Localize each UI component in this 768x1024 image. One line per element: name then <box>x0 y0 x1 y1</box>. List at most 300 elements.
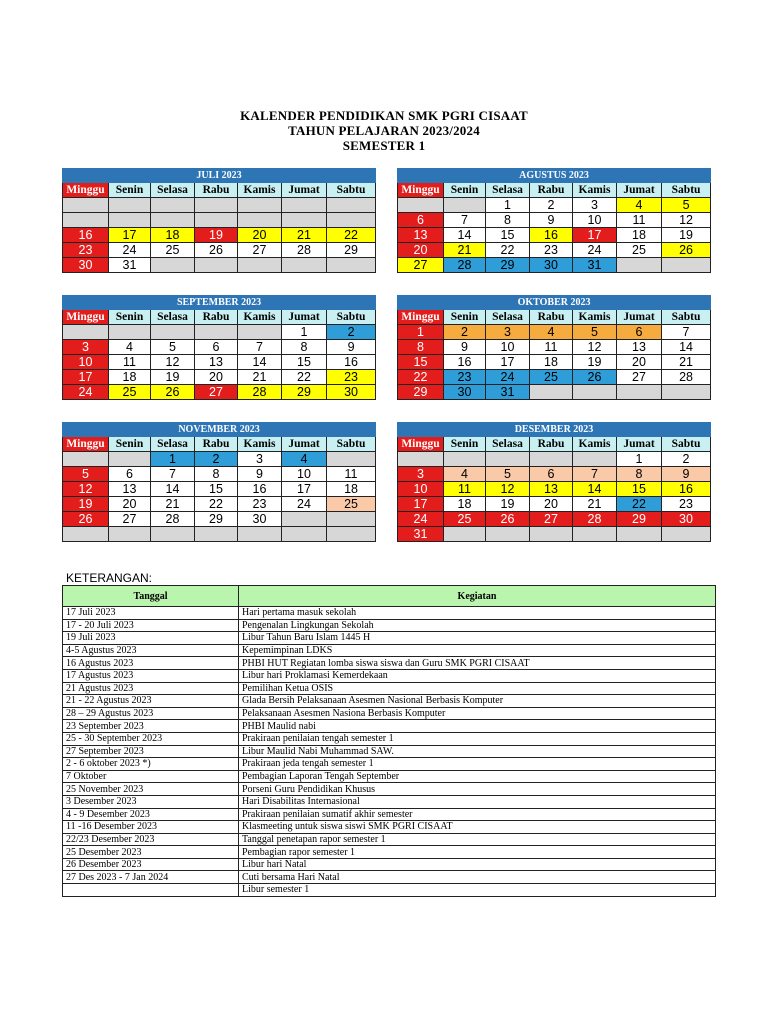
day-cell <box>195 527 238 542</box>
day-cell: 27 <box>195 385 238 400</box>
day-cell: 21 <box>238 370 282 385</box>
day-cell: 11 <box>327 467 376 482</box>
week-row <box>398 243 711 258</box>
month-calendar <box>62 168 376 273</box>
day-cell <box>530 527 573 542</box>
day-cell: 30 <box>63 258 109 273</box>
day-cell <box>238 258 282 273</box>
day-cell: 30 <box>662 512 711 527</box>
day-cell: 20 <box>617 355 662 370</box>
day-cell <box>238 527 282 542</box>
legend-date: 25 Desember 2023 <box>63 846 239 859</box>
legend-row <box>63 707 716 720</box>
day-cell: 31 <box>398 527 444 542</box>
day-cell: 15 <box>282 355 327 370</box>
day-cell <box>327 512 376 527</box>
day-cell <box>109 198 151 213</box>
day-cell: 24 <box>573 243 617 258</box>
legend-activity: Pemilihan Ketua OSIS <box>239 682 716 695</box>
weekday-header: Selasa <box>151 183 195 198</box>
week-row <box>398 482 711 497</box>
day-cell: 1 <box>282 325 327 340</box>
legend-date: 17 Juli 2023 <box>63 607 239 620</box>
week-row <box>398 385 711 400</box>
day-cell <box>151 325 195 340</box>
month-calendar <box>62 422 376 542</box>
day-cell <box>662 385 711 400</box>
day-cell <box>238 198 282 213</box>
day-cell: 23 <box>530 243 573 258</box>
day-cell: 26 <box>151 385 195 400</box>
weekday-header: Senin <box>109 310 151 325</box>
legend-activity: Libur Tahun Baru Islam 1445 H <box>239 632 716 645</box>
day-cell: 14 <box>662 340 711 355</box>
day-cell: 17 <box>109 228 151 243</box>
day-cell: 22 <box>617 497 662 512</box>
legend-table <box>62 585 716 897</box>
day-cell: 31 <box>109 258 151 273</box>
day-cell: 8 <box>282 340 327 355</box>
day-cell: 19 <box>195 228 238 243</box>
day-cell: 18 <box>444 497 486 512</box>
day-cell: 2 <box>662 452 711 467</box>
day-cell: 9 <box>238 467 282 482</box>
day-cell <box>109 527 151 542</box>
day-cell: 18 <box>151 228 195 243</box>
weekday-header: Rabu <box>530 183 573 198</box>
day-cell: 26 <box>486 512 530 527</box>
day-cell: 23 <box>327 370 376 385</box>
day-cell: 29 <box>327 243 376 258</box>
day-cell <box>573 385 617 400</box>
day-cell: 9 <box>327 340 376 355</box>
day-cell: 8 <box>398 340 444 355</box>
legend-activity: Pelaksanaan Asesmen Nasiona Berbasis Komputer <box>239 707 716 720</box>
day-cell: 7 <box>151 467 195 482</box>
day-cell <box>151 258 195 273</box>
day-cell: 5 <box>573 325 617 340</box>
week-row <box>63 325 376 340</box>
week-row <box>63 527 376 542</box>
weekday-header: Kamis <box>238 183 282 198</box>
day-cell: 20 <box>195 370 238 385</box>
day-cell: 24 <box>398 512 444 527</box>
weekday-header: Kamis <box>238 310 282 325</box>
month-title: DESEMBER 2023 <box>398 423 711 437</box>
day-cell: 1 <box>486 198 530 213</box>
legend-header-row <box>63 586 716 607</box>
weekday-header: Jumat <box>617 437 662 452</box>
day-cell: 17 <box>573 228 617 243</box>
legend-row <box>63 682 716 695</box>
weekday-header: Senin <box>444 310 486 325</box>
legend-activity: Pembagian Laporan Tengah September <box>239 770 716 783</box>
weekday-header: Senin <box>109 183 151 198</box>
day-cell: 28 <box>573 512 617 527</box>
day-cell <box>444 452 486 467</box>
day-cell: 13 <box>398 228 444 243</box>
day-cell <box>530 452 573 467</box>
weekday-header: Rabu <box>530 437 573 452</box>
legend-row <box>63 871 716 884</box>
legend-row <box>63 607 716 620</box>
day-cell: 15 <box>617 482 662 497</box>
day-cell: 23 <box>662 497 711 512</box>
day-cell: 21 <box>573 497 617 512</box>
day-cell: 13 <box>109 482 151 497</box>
day-cell <box>617 258 662 273</box>
month-title: NOVEMBER 2023 <box>63 423 376 437</box>
legend-date: 2 - 6 oktober 2023 *) <box>63 758 239 771</box>
weekday-header: Rabu <box>195 183 238 198</box>
day-cell: 14 <box>238 355 282 370</box>
day-cell: 2 <box>195 452 238 467</box>
day-cell <box>195 213 238 228</box>
day-cell: 3 <box>63 340 109 355</box>
legend-date: 4 - 9 Desember 2023 <box>63 808 239 821</box>
day-cell <box>573 452 617 467</box>
week-row <box>63 213 376 228</box>
week-row <box>398 512 711 527</box>
legend-activity: Kepemimpinan LDKS <box>239 644 716 657</box>
week-row <box>398 325 711 340</box>
day-cell: 31 <box>486 385 530 400</box>
weekday-header: Rabu <box>530 310 573 325</box>
legend-date: 22/23 Desember 2023 <box>63 833 239 846</box>
day-cell: 28 <box>151 512 195 527</box>
legend-date: 27 Des 2023 - 7 Jan 2024 <box>63 871 239 884</box>
day-cell <box>151 198 195 213</box>
day-cell: 26 <box>662 243 711 258</box>
day-cell: 2 <box>327 325 376 340</box>
day-cell: 30 <box>238 512 282 527</box>
week-row <box>63 228 376 243</box>
day-cell <box>63 213 109 228</box>
weekday-header: Kamis <box>238 437 282 452</box>
day-cell <box>109 213 151 228</box>
weekday-header: Selasa <box>486 310 530 325</box>
legend-activity: Glada Bersih Pelaksanaan Asesmen Nasional Berbasis Komputer <box>239 695 716 708</box>
day-cell: 1 <box>617 452 662 467</box>
day-cell: 20 <box>530 497 573 512</box>
week-row <box>63 467 376 482</box>
legend-activity: Pembagian rapor semester 1 <box>239 846 716 859</box>
doc-title-line3: SEMESTER 1 <box>342 138 426 153</box>
weekday-header: Rabu <box>195 437 238 452</box>
legend-row <box>63 821 716 834</box>
legend-row <box>63 695 716 708</box>
day-cell: 27 <box>530 512 573 527</box>
legend-label: KETERANGAN: <box>66 571 153 585</box>
weekday-header: Senin <box>444 183 486 198</box>
day-cell: 24 <box>109 243 151 258</box>
legend-row <box>63 632 716 645</box>
weekday-header: Minggu <box>398 183 444 198</box>
day-cell: 13 <box>195 355 238 370</box>
weekday-header: Minggu <box>63 183 109 198</box>
month-title: SEPTEMBER 2023 <box>63 296 376 310</box>
day-cell: 25 <box>530 370 573 385</box>
day-cell: 24 <box>486 370 530 385</box>
day-cell: 9 <box>662 467 711 482</box>
day-cell: 11 <box>617 213 662 228</box>
legend-date: 3 Desember 2023 <box>63 795 239 808</box>
day-cell <box>662 527 711 542</box>
legend-activity: Tanggal penetapan rapor semester 1 <box>239 833 716 846</box>
day-cell: 2 <box>530 198 573 213</box>
week-row <box>63 497 376 512</box>
day-cell <box>238 325 282 340</box>
day-cell: 28 <box>282 243 327 258</box>
legend-col-activity: Kegiatan <box>239 586 716 607</box>
day-cell: 20 <box>238 228 282 243</box>
day-cell: 14 <box>573 482 617 497</box>
day-cell: 22 <box>398 370 444 385</box>
week-row <box>398 258 711 273</box>
day-cell: 28 <box>444 258 486 273</box>
day-cell: 24 <box>282 497 327 512</box>
week-row <box>398 340 711 355</box>
day-cell: 17 <box>486 355 530 370</box>
day-cell: 21 <box>151 497 195 512</box>
day-cell: 9 <box>530 213 573 228</box>
day-cell <box>195 198 238 213</box>
day-cell: 30 <box>444 385 486 400</box>
day-cell: 19 <box>63 497 109 512</box>
day-cell <box>398 198 444 213</box>
day-cell: 31 <box>573 258 617 273</box>
weekday-header: Minggu <box>63 437 109 452</box>
weekday-header: Rabu <box>195 310 238 325</box>
weekday-header: Sabtu <box>327 183 376 198</box>
weekday-header: Jumat <box>282 437 327 452</box>
day-cell: 14 <box>444 228 486 243</box>
week-row <box>63 512 376 527</box>
day-cell: 17 <box>63 370 109 385</box>
day-cell: 29 <box>398 385 444 400</box>
legend-row <box>63 858 716 871</box>
legend-row <box>63 657 716 670</box>
day-cell <box>486 452 530 467</box>
month-calendar <box>397 168 711 273</box>
day-cell: 21 <box>444 243 486 258</box>
legend-row <box>63 619 716 632</box>
day-cell: 13 <box>617 340 662 355</box>
day-cell: 10 <box>486 340 530 355</box>
weekday-header: Senin <box>109 437 151 452</box>
day-cell: 15 <box>195 482 238 497</box>
day-cell: 8 <box>617 467 662 482</box>
day-cell: 11 <box>444 482 486 497</box>
week-row <box>398 228 711 243</box>
day-cell <box>109 452 151 467</box>
day-cell <box>530 385 573 400</box>
day-cell: 9 <box>444 340 486 355</box>
day-cell: 15 <box>486 228 530 243</box>
legend-activity: Pengenalan Lingkungan Sekolah <box>239 619 716 632</box>
day-cell: 27 <box>238 243 282 258</box>
day-cell: 10 <box>282 467 327 482</box>
weekday-header: Sabtu <box>662 437 711 452</box>
day-cell: 12 <box>662 213 711 228</box>
week-row <box>63 355 376 370</box>
month-title: OKTOBER 2023 <box>398 296 711 310</box>
day-cell: 12 <box>151 355 195 370</box>
day-cell: 16 <box>327 355 376 370</box>
legend-row <box>63 795 716 808</box>
day-cell: 18 <box>617 228 662 243</box>
weekday-header: Minggu <box>63 310 109 325</box>
legend-activity: Klasmeeting untuk siswa siswi SMK PGRI CISAAT <box>239 821 716 834</box>
month-calendar <box>397 422 711 542</box>
day-cell: 16 <box>444 355 486 370</box>
legend-row <box>63 884 716 897</box>
legend-date: 28 – 29 Agustus 2023 <box>63 707 239 720</box>
weekday-header: Kamis <box>573 183 617 198</box>
day-cell: 3 <box>398 467 444 482</box>
week-row <box>63 452 376 467</box>
day-cell: 4 <box>109 340 151 355</box>
legend-activity: PHBI Maulid nabi <box>239 720 716 733</box>
day-cell <box>398 452 444 467</box>
day-cell: 12 <box>63 482 109 497</box>
legend-date: 19 Juli 2023 <box>63 632 239 645</box>
weekday-header: Jumat <box>617 310 662 325</box>
legend-row <box>63 732 716 745</box>
legend-row <box>63 808 716 821</box>
day-cell <box>195 258 238 273</box>
day-cell <box>444 198 486 213</box>
day-cell: 5 <box>486 467 530 482</box>
day-cell: 16 <box>63 228 109 243</box>
weekday-header: Selasa <box>486 437 530 452</box>
legend-date: 21 Agustus 2023 <box>63 682 239 695</box>
legend-activity: Libur Maulid Nabi Muhammad SAW. <box>239 745 716 758</box>
day-cell: 3 <box>238 452 282 467</box>
day-cell: 13 <box>530 482 573 497</box>
day-cell: 10 <box>398 482 444 497</box>
day-cell: 20 <box>398 243 444 258</box>
legend-date: 17 Agustus 2023 <box>63 669 239 682</box>
day-cell <box>282 258 327 273</box>
day-cell: 1 <box>151 452 195 467</box>
legend-activity: Cuti bersama Hari Natal <box>239 871 716 884</box>
day-cell: 27 <box>398 258 444 273</box>
legend-row <box>63 846 716 859</box>
day-cell: 29 <box>486 258 530 273</box>
day-cell: 5 <box>662 198 711 213</box>
day-cell: 23 <box>63 243 109 258</box>
day-cell: 16 <box>530 228 573 243</box>
legend-date: 4-5 Agustus 2023 <box>63 644 239 657</box>
day-cell: 14 <box>151 482 195 497</box>
week-row <box>398 370 711 385</box>
legend-date: 7 Oktober <box>63 770 239 783</box>
day-cell: 3 <box>486 325 530 340</box>
weekday-header: Selasa <box>151 437 195 452</box>
week-row <box>398 198 711 213</box>
day-cell: 30 <box>530 258 573 273</box>
day-cell: 7 <box>662 325 711 340</box>
legend-activity: PHBI HUT Regiatan lomba siswa siswa dan Guru SMK PGRI CISAAT <box>239 657 716 670</box>
day-cell: 19 <box>151 370 195 385</box>
day-cell: 7 <box>444 213 486 228</box>
day-cell: 8 <box>486 213 530 228</box>
day-cell <box>151 213 195 228</box>
day-cell: 28 <box>238 385 282 400</box>
day-cell <box>444 527 486 542</box>
day-cell: 29 <box>282 385 327 400</box>
day-cell: 15 <box>398 355 444 370</box>
doc-title-line1: KALENDER PENDIDIKAN SMK PGRI CISAAT <box>240 108 528 123</box>
day-cell: 5 <box>151 340 195 355</box>
legend-date: 27 September 2023 <box>63 745 239 758</box>
day-cell <box>327 452 376 467</box>
day-cell: 7 <box>573 467 617 482</box>
day-cell <box>282 213 327 228</box>
day-cell: 16 <box>662 482 711 497</box>
week-row <box>398 467 711 482</box>
day-cell <box>327 198 376 213</box>
day-cell: 4 <box>444 467 486 482</box>
day-cell: 25 <box>617 243 662 258</box>
day-cell: 26 <box>195 243 238 258</box>
day-cell: 12 <box>486 482 530 497</box>
day-cell: 17 <box>398 497 444 512</box>
legend-activity: Libur semester 1 <box>239 884 716 897</box>
day-cell: 4 <box>530 325 573 340</box>
day-cell <box>327 258 376 273</box>
day-cell: 25 <box>151 243 195 258</box>
day-cell: 2 <box>444 325 486 340</box>
day-cell: 30 <box>327 385 376 400</box>
legend-row <box>63 758 716 771</box>
month-title: JULI 2023 <box>63 169 376 183</box>
doc-title-line2: TAHUN PELAJARAN 2023/2024 <box>288 123 480 138</box>
day-cell: 19 <box>573 355 617 370</box>
weekday-header: Sabtu <box>662 183 711 198</box>
day-cell <box>617 527 662 542</box>
legend-activity: Libur hari Natal <box>239 858 716 871</box>
legend-date: 11 -16 Desember 2023 <box>63 821 239 834</box>
day-cell: 12 <box>573 340 617 355</box>
day-cell: 27 <box>617 370 662 385</box>
day-cell: 5 <box>63 467 109 482</box>
day-cell: 19 <box>486 497 530 512</box>
legend-col-date: Tanggal <box>63 586 239 607</box>
weekday-header: Selasa <box>151 310 195 325</box>
day-cell: 23 <box>444 370 486 385</box>
day-cell: 18 <box>327 482 376 497</box>
day-cell: 27 <box>109 512 151 527</box>
month-calendar <box>62 295 376 400</box>
day-cell <box>486 527 530 542</box>
legend-row <box>63 644 716 657</box>
week-row <box>63 198 376 213</box>
day-cell: 6 <box>398 213 444 228</box>
weekday-header: Sabtu <box>662 310 711 325</box>
legend-row <box>63 745 716 758</box>
weekday-header: Jumat <box>282 310 327 325</box>
day-cell <box>195 325 238 340</box>
day-cell: 22 <box>486 243 530 258</box>
day-cell: 21 <box>662 355 711 370</box>
day-cell: 18 <box>530 355 573 370</box>
weekday-header: Kamis <box>573 310 617 325</box>
weekday-header: Jumat <box>617 183 662 198</box>
week-row <box>398 213 711 228</box>
day-cell: 26 <box>63 512 109 527</box>
